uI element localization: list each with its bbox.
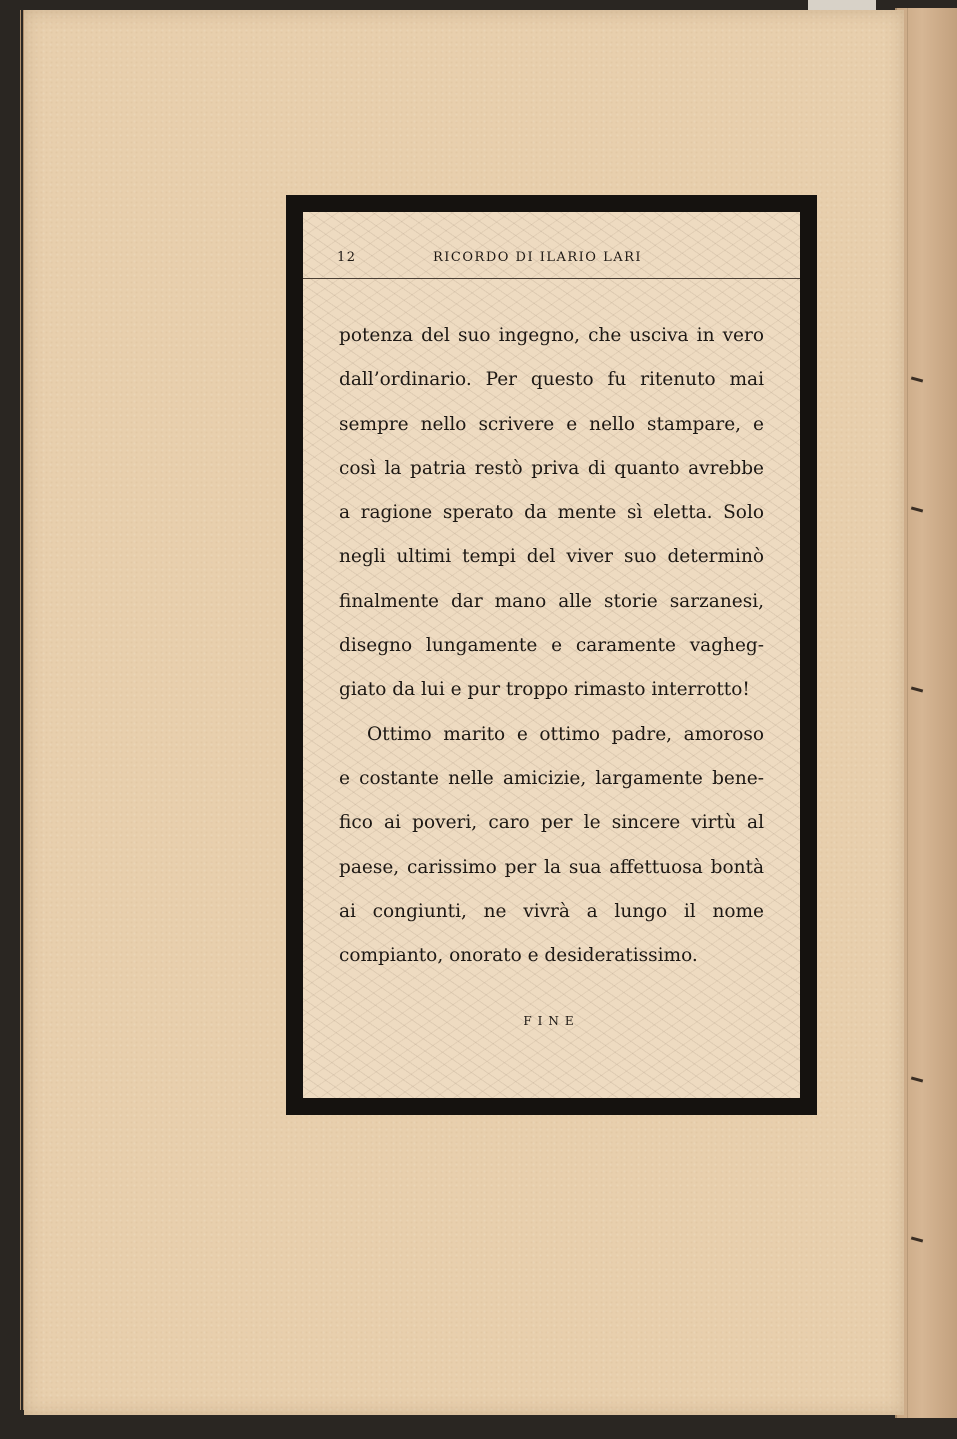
binding-thread [911,1236,923,1242]
text-line: dall’ordinario. Per questo fu ritenuto mai [339,369,764,391]
header-rule [303,278,800,279]
text-line: fico ai poveri, caro per le sincere virtù al [339,812,764,834]
facing-page-edge [895,8,957,1418]
binding-thread [911,686,923,692]
text-line: così la patria restò priva di quanto avrebbe [339,457,764,479]
mourning-border-frame [286,195,817,1115]
text-line: giato da lui e pur troppo rimasto interrotto! [339,679,750,701]
body-text [339,314,764,978]
text-panel [303,212,800,1098]
text-line: compianto, onorato e desideratissimo. [339,945,698,967]
text-line: disegno lungamente e caramente vagheg- [339,635,764,657]
text-line: ai congiunti, ne vivrà a lungo il nome [339,900,764,922]
running-title: RICORDO DI ILARIO LARI [433,250,643,265]
running-head [303,250,800,272]
text-line: sempre nello scrivere e nello stampare, e [339,413,764,435]
text-line: finalmente dar mano alle storie sarzanesi, [339,590,764,612]
binding-thread [911,376,923,382]
text-line: e costante nelle amicizie, largamente bene- [339,767,764,789]
end-mark: FINE [523,1014,580,1028]
text-line: Ottimo marito e ottimo padre, amoroso [367,723,764,745]
page-number: 12 [337,250,357,265]
page-edge-line [907,8,908,1418]
text-line: paese, carissimo per la sua affettuosa bontà [339,856,764,878]
text-line: negli ultimi tempi del viver suo determinò [339,546,764,568]
binding-thread [911,506,923,512]
binding-thread [911,1076,923,1082]
text-line: potenza del suo ingegno, che usciva in vero [339,325,764,346]
text-line: a ragione sperato da mente sì eletta. Solo [339,502,764,524]
book-page [24,10,904,1415]
